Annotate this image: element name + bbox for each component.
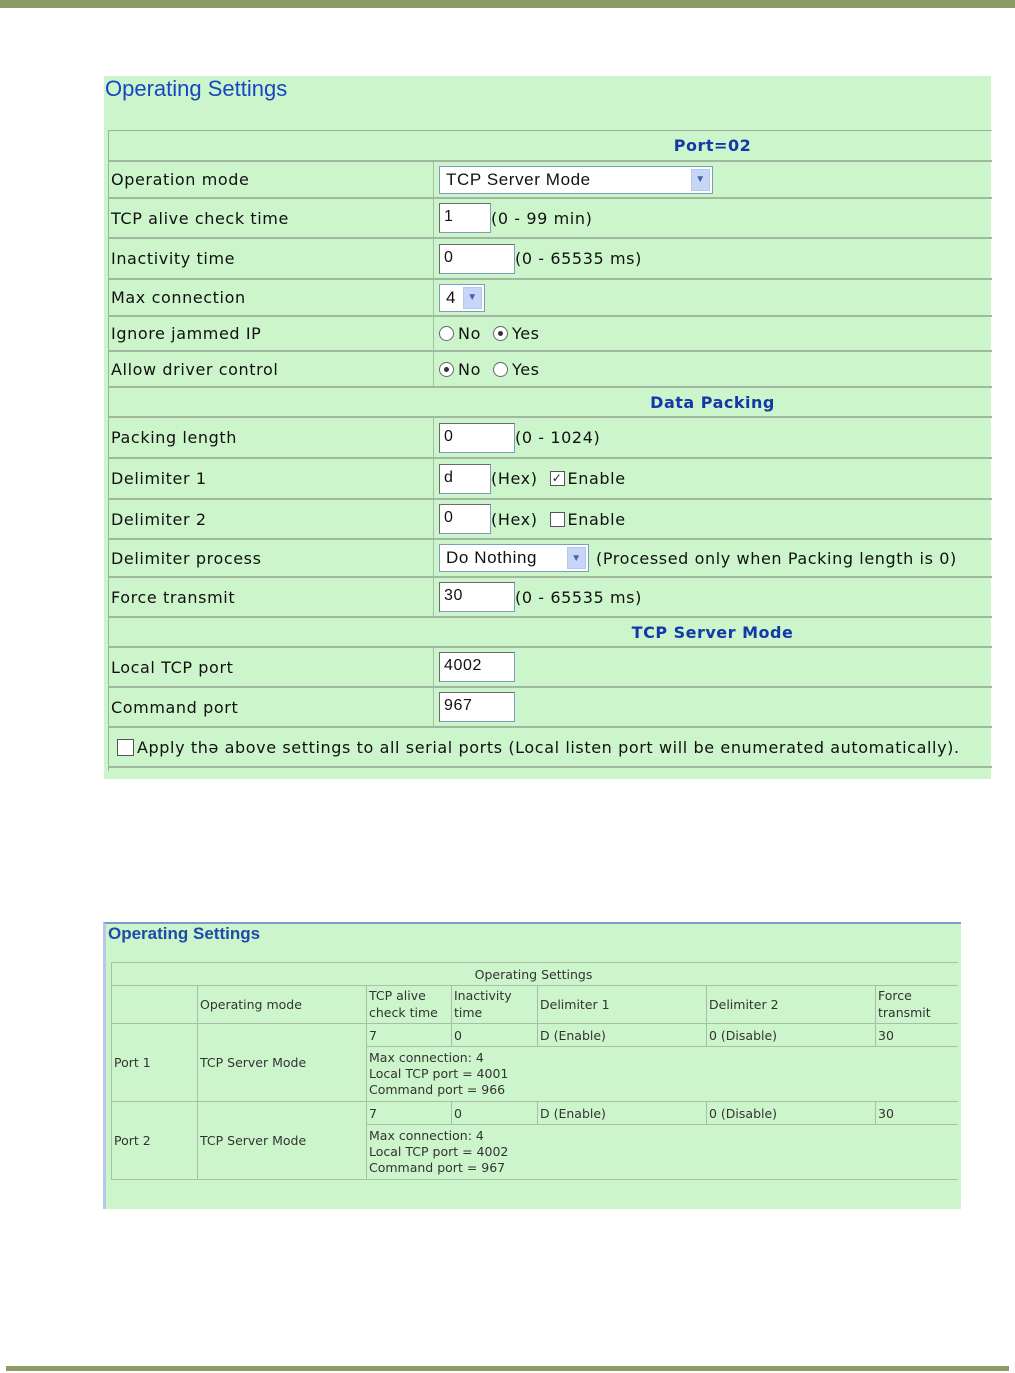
delimiter1-enable-label: Enable	[567, 469, 626, 488]
port1-delimiter2: 0 (Disable)	[709, 1028, 778, 1043]
port1-delimiter1: D (Enable)	[540, 1028, 606, 1043]
operation-mode-row	[109, 162, 992, 199]
delimiter1-unit: (Hex)	[491, 469, 538, 488]
command-port-row	[109, 688, 992, 728]
port2-name: Port 2	[114, 1133, 151, 1148]
port2-delimiter2: 0 (Disable)	[709, 1106, 778, 1121]
local-tcp-port-input[interactable]: 4002	[439, 652, 515, 682]
delimiter1-label: Delimiter 1	[111, 469, 207, 488]
port1-detail-local: Local TCP port = 4001	[369, 1066, 509, 1081]
inactivity-input[interactable]: 0	[439, 244, 515, 274]
allow-driver-yes-radio[interactable]	[493, 362, 508, 377]
port1-detail-command: Command port = 966	[369, 1082, 506, 1097]
port1-force: 30	[878, 1028, 894, 1043]
operating-settings-form	[104, 76, 991, 779]
apply-all-checkbox[interactable]	[117, 739, 134, 756]
chevron-down-icon: ▼	[691, 169, 710, 191]
delimiter1-row	[109, 459, 992, 500]
allow-driver-yes-label: Yes	[511, 359, 540, 379]
ignore-jammed-no-label: No	[458, 324, 481, 343]
port2-detail-max: Max connection: 4	[369, 1128, 484, 1143]
packing-length-range: (0 - 1024)	[515, 428, 601, 447]
port2-mode: TCP Server Mode	[200, 1133, 307, 1148]
command-port-input[interactable]: 967	[439, 692, 515, 722]
delimiter1-input[interactable]: d	[439, 464, 491, 494]
delimiter-process-label: Delimiter process	[111, 548, 262, 568]
header-force-2: transmit	[878, 1005, 931, 1020]
port2-detail-local: Local TCP port = 4002	[369, 1144, 509, 1159]
delimiter2-unit: (Hex)	[491, 509, 538, 529]
max-connection-value: 4	[446, 287, 457, 307]
summary-caption: Operating Settings	[474, 967, 593, 982]
max-connection-select[interactable]	[439, 284, 485, 312]
packing-length-row	[109, 418, 992, 459]
page-title: Operating Settings	[105, 76, 288, 101]
delimiter-process-note: (Processed only when Packing length is 0)	[596, 548, 957, 568]
packing-length-label: Packing length	[111, 428, 238, 447]
max-connection-row	[109, 280, 992, 317]
command-port-label: Command port	[111, 697, 239, 717]
tcp-alive-range: (0 - 99 min)	[491, 208, 593, 228]
top-border-bar	[0, 0, 1015, 8]
force-transmit-input[interactable]: 30	[439, 582, 515, 612]
ignore-jammed-yes-label: Yes	[511, 324, 540, 343]
packing-length-input[interactable]: 0	[439, 423, 515, 453]
operating-settings-summary	[103, 922, 961, 1209]
tcp-server-header-row	[109, 618, 992, 648]
port2-force: 30	[878, 1106, 894, 1121]
bottom-border-bar	[6, 1366, 1009, 1371]
delimiter2-enable-checkbox[interactable]	[550, 512, 565, 527]
summary-title: Operating Settings	[108, 924, 261, 943]
header-operating-mode: Operating mode	[200, 997, 302, 1012]
allow-driver-row	[109, 352, 992, 388]
delimiter1-enable-checkbox[interactable]: ✓	[550, 471, 565, 486]
tcp-alive-label: TCP alive check time	[111, 208, 289, 228]
allow-driver-no-radio[interactable]	[439, 362, 454, 377]
port2-detail-command: Command port = 967	[369, 1160, 506, 1175]
header-delimiter-1: Delimiter 1	[540, 997, 610, 1012]
inactivity-row	[109, 239, 992, 280]
force-transmit-row	[109, 578, 992, 618]
header-tcp-alive-1: TCP alive	[369, 988, 426, 1003]
apply-all-label: Apply thə above settings to all serial ports (Local listen port will be enumerated automatically).	[137, 737, 960, 757]
header-tcp-alive-2: check time	[369, 1005, 438, 1020]
local-tcp-port-label: Local TCP port	[111, 657, 234, 677]
port2-delimiter1: D (Enable)	[540, 1106, 606, 1121]
delimiter-process-select[interactable]	[439, 544, 589, 572]
inactivity-range: (0 - 65535 ms)	[515, 249, 642, 268]
port1-alive: 7	[369, 1028, 377, 1043]
data-packing-header-row	[109, 388, 992, 418]
delimiter-process-value: Do Nothing	[446, 548, 538, 567]
inactivity-label: Inactivity time	[111, 249, 236, 268]
operation-mode-label: Operation mode	[111, 170, 250, 189]
chevron-down-icon: ▼	[567, 547, 586, 569]
tcp-alive-row	[109, 199, 992, 239]
local-tcp-port-row	[109, 648, 992, 688]
apply-all-row	[109, 728, 992, 768]
settings-table	[108, 130, 992, 771]
delimiter2-row	[109, 500, 992, 540]
port2-alive: 7	[369, 1106, 377, 1121]
allow-driver-label: Allow driver control	[111, 359, 279, 379]
allow-driver-no-label: No	[458, 359, 481, 379]
delimiter2-enable-label: Enable	[567, 509, 626, 529]
port2-inactivity: 0	[454, 1106, 462, 1121]
port1-detail-max: Max connection: 4	[369, 1050, 484, 1065]
header-force-1: Force	[878, 988, 912, 1003]
tcp-server-header: TCP Server Mode	[631, 622, 794, 642]
header-inactivity-1: Inactivity	[454, 988, 512, 1003]
operation-mode-select[interactable]	[439, 166, 713, 194]
port1-name: Port 1	[114, 1055, 151, 1070]
ignore-jammed-row	[109, 317, 992, 352]
force-transmit-label: Force transmit	[111, 587, 236, 607]
port-header: Port=02	[673, 136, 752, 155]
header-inactivity-2: time	[454, 1005, 483, 1020]
port1-mode: TCP Server Mode	[200, 1055, 307, 1070]
data-packing-header: Data Packing	[650, 392, 775, 412]
ignore-jammed-yes-radio[interactable]	[493, 326, 508, 341]
ignore-jammed-no-radio[interactable]	[439, 326, 454, 341]
operation-mode-value: TCP Server Mode	[446, 169, 591, 189]
chevron-down-icon: ▼	[463, 287, 482, 309]
max-connection-label: Max connection	[111, 288, 246, 307]
port1-inactivity: 0	[454, 1028, 462, 1043]
delimiter2-input[interactable]: 0	[439, 504, 491, 534]
force-transmit-range: (0 - 65535 ms)	[515, 587, 642, 607]
tcp-alive-input[interactable]: 1	[439, 203, 491, 233]
delimiter2-label: Delimiter 2	[111, 509, 207, 529]
port-header-row	[109, 131, 992, 162]
header-delimiter-2: Delimiter 2	[709, 997, 779, 1012]
ignore-jammed-label: Ignore jammed IP	[111, 324, 262, 343]
delimiter-process-row	[109, 540, 992, 578]
